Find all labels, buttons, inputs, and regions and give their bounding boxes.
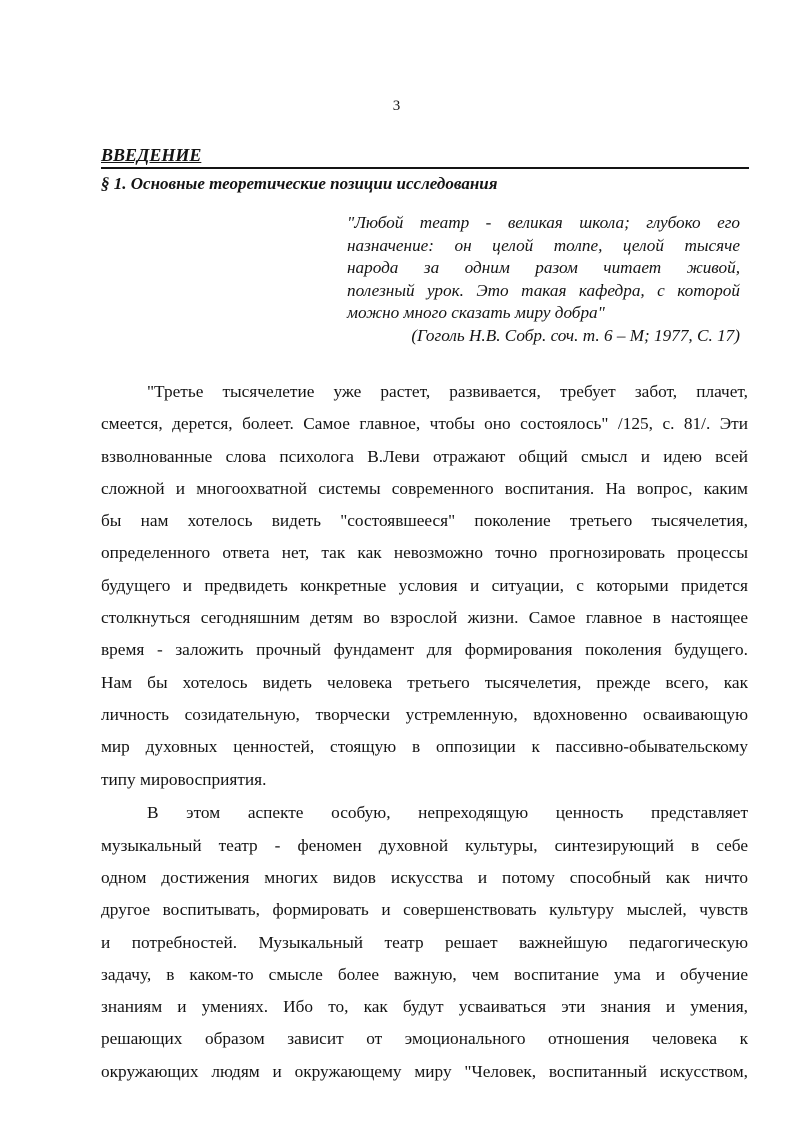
text-line: знаниям и умениях. Ибо то, как будут усваиваться эти знания и умения, <box>101 997 748 1017</box>
text-line: определенного ответа нет, так как невозможно точно прогнозировать процессы <box>101 543 748 563</box>
text-line: типу мировосприятия. <box>101 769 267 789</box>
text-line: будущего и предвидеть конкретные условия и ситуации, с которыми придется <box>101 575 748 595</box>
paragraph-1 <box>101 376 748 796</box>
epigraph-line: полезный урок. Это такая кафедра, с которой <box>347 280 740 300</box>
text-line: смеется, дерется, болеет. Самое главное, чтобы оно состоялось" /125, с. 81/. Эти <box>101 414 748 434</box>
text-line: сложной и многоохватной системы современного воспитания. На вопрос, каким <box>101 478 748 498</box>
subsection-title: § 1. Основные теоретические позиции исследования <box>101 174 498 193</box>
section-title: ВВЕДЕНИЕ <box>101 144 749 169</box>
epigraph-line: народа за одним разом читает живой, <box>347 258 740 278</box>
text-line: мир духовных ценностей, стоящую в оппозиции к пассивно-обывательскому <box>101 737 748 757</box>
text-line: решающих образом зависит от эмоционального отношения человека к <box>101 1029 748 1049</box>
text-line: бы нам хотелось видеть "состоявшееся" поколение третьего тысячелетия, <box>101 511 748 531</box>
text-line: "Третье тысячелетие уже растет, развивается, требует забот, плачет, <box>147 382 748 401</box>
text-line: В этом аспекте особую, непреходящую ценность представляет <box>147 803 748 823</box>
epigraph <box>347 212 740 348</box>
epigraph-line: "Любой театр - великая школа; глубоко его <box>347 213 740 232</box>
text-line: музыкальный театр - феномен духовной культуры, синтезирующий в себе <box>101 835 748 855</box>
epigraph-line: назначение: он целой толпе, целой тысяче <box>347 235 740 255</box>
text-line: одном достижения многих видов искусства и потому способный как ничто <box>101 867 748 887</box>
heading-block <box>101 144 749 196</box>
text-line: взволнованные слова психолога В.Леви отражают общий смысл и идею всей <box>101 446 748 466</box>
text-line: время - заложить прочный фундамент для формирования поколения будущего. <box>101 640 748 660</box>
text-line: столкнуться сегодняшним детям во взрослой жизни. Самое главное в настоящее <box>101 608 748 628</box>
body-text <box>101 376 748 1088</box>
text-line: Нам бы хотелось видеть человека третьего тысячелетия, прежде всего, как <box>101 672 748 692</box>
text-line: задачу, в каком-то смысле более важную, чем воспитание ума и обучение <box>101 964 748 984</box>
text-line: и потребностей. Музыкальный театр решает важнейшую педагогическую <box>101 932 748 952</box>
epigraph-source: (Гоголь Н.В. Собр. соч. т. 6 – М; 1977, С. 17) <box>411 325 740 345</box>
text-line: другое воспитывать, формировать и совершенствовать культуру мыслей, чувств <box>101 900 748 920</box>
paragraph-2 <box>101 797 748 1088</box>
text-line: личность созидательную, творчески устремленную, вдохновенно осваивающую <box>101 704 748 724</box>
text-line: окружающих людям и окружающему миру "Человек, воспитанный искусством, <box>101 1061 748 1081</box>
page-number: 3 <box>392 98 401 114</box>
epigraph-line: можно много сказать миру добра" <box>347 303 605 323</box>
